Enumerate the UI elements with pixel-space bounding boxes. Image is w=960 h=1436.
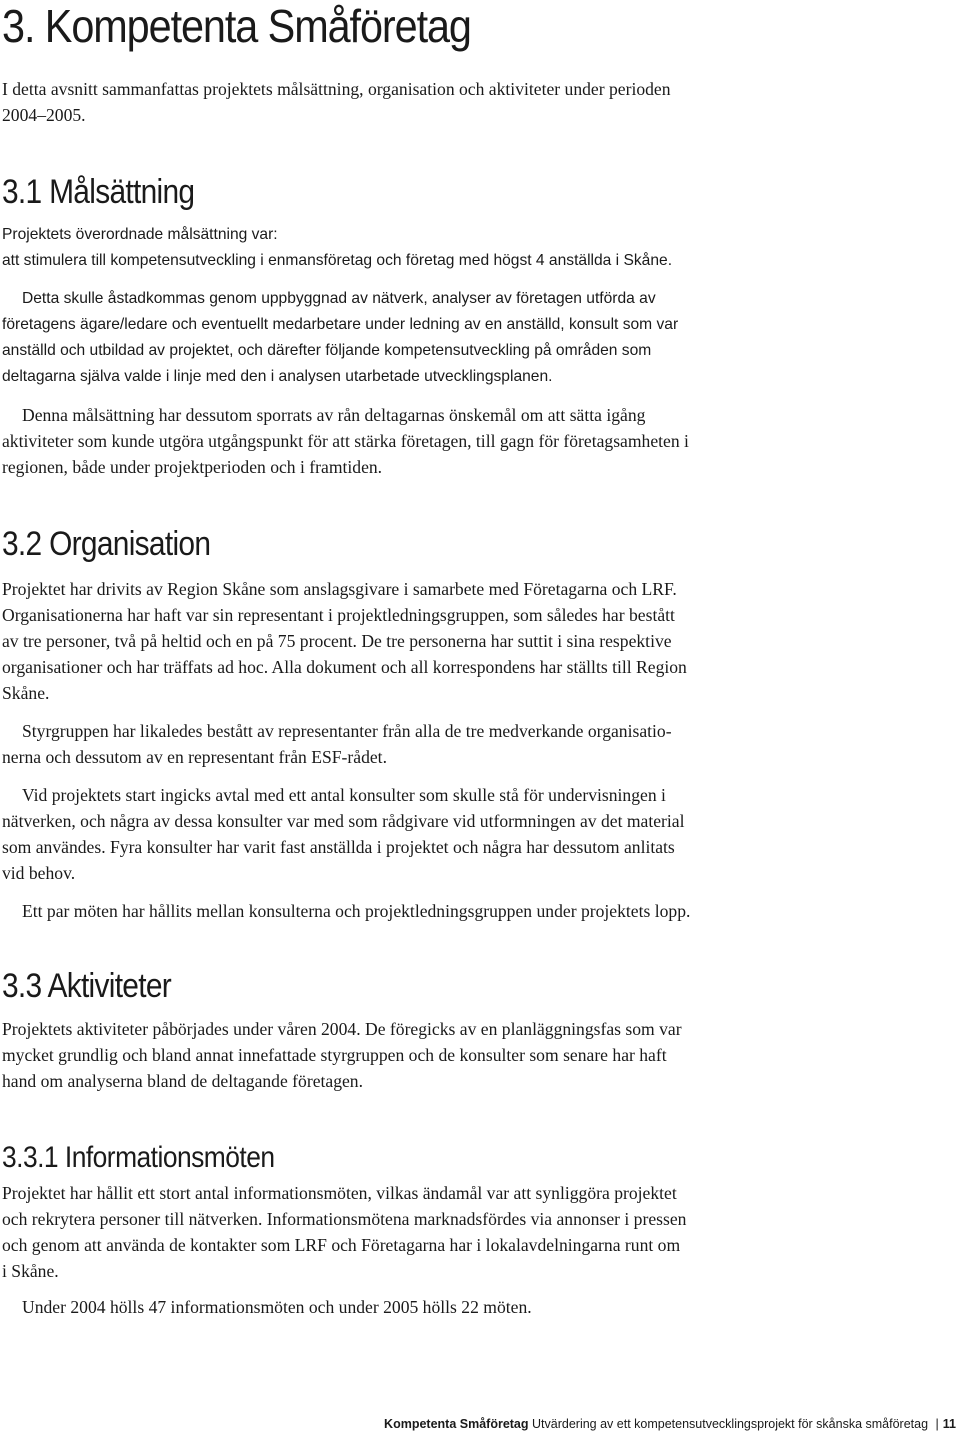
section-3-2-paragraph-1: Projektet har drivits av Region Skåne som anslagsgivare i samarbete med Företagarna och LRF. Organisationerna har haft var sin representant i projektledningsgruppen, som således har bestått av tre personer, två på heltid och en på 75 procent. De tre personerna har suttit i sina respektive organisationer och har träffats ad hoc. Alla dokument och all korrespondens har ställts till Region Skåne.	[2, 579, 687, 703]
footer-text: Utvärdering av ett kompetensutvecklingsprojekt för skånska småföretag	[532, 1417, 929, 1431]
section-heading-3-3: 3.3 Aktiviteter	[2, 967, 172, 1005]
section-3-1-paragraph-1: Detta skulle åstadkommas genom uppbyggnad av nätverk, analyser av företagen utförda av företagens ägare/ledare och eventuellt medarbetare under ledning av en anställd, konsult som var anställd och utbildad av projektet, och därefter följande kompetensutveckling på områden som deltagarna själva valde i linje med den i analysen utarbetade utvecklingsplanen.	[2, 290, 679, 385]
page-footer	[384, 1416, 956, 1432]
section-3-3-paragraph-1: Projektets aktiviteter påbörjades under våren 2004. De föregicks av en planläggningsfas som var mycket grundlig och bland annat innefattade styrgruppen och de konsulter som senare har haft hand om analyserna bland de deltagande företagen.	[2, 1019, 682, 1091]
section-3-2-paragraph-4: Ett par möten har hållits mellan konsulterna och projektledningsgruppen under projektets lopp.	[22, 901, 691, 921]
section-3-1-lead: Projektets överordnade målsättning var: att stimulera till kompetensutveckling i enmansföretag och företag med högst 4 anställda i Skåne.	[2, 226, 673, 269]
intro-paragraph: I detta avsnitt sammanfattas projektets målsättning, organisation och aktiviteter under perioden 2004–2005.	[2, 79, 671, 125]
footer-brand: Kompetenta Småföretag	[384, 1417, 529, 1431]
section-3-2-paragraph-2: Styrgruppen har likaledes bestått av representanter från alla de tre medverkande organisatio- nerna och dessutom av en representant från ESF-rådet.	[2, 721, 672, 767]
section-3-1-paragraph-2: Denna målsättning har dessutom sporrats av rån deltagarnas önskemål om att sätta igång aktiviteter som kunde utgöra utgångspunkt för att stärka företagen, till gagn för företagsamheten i regionen, både under projektperioden och i framtiden.	[2, 405, 689, 477]
section-3-3-1-paragraph-1: Projektet har hållit ett stort antal informationsmöten, vilkas ändamål var att synliggöra projektet och rekrytera personer till nätverken. Informationsmötena marknadsfördes via annonser i pressen och genom att använda de kontakter som LRF och Företagarna har i lokalavdelningarna runt om i Skåne.	[2, 1183, 687, 1281]
page-title: 3. Kompetenta Småföretag	[2, 0, 471, 52]
section-3-3-1-paragraph-2: Under 2004 hölls 47 informationsmöten och under 2005 hölls 22 möten.	[22, 1297, 532, 1317]
footer-separator: |	[935, 1417, 939, 1431]
section-3-2-paragraph-3: Vid projektets start ingicks avtal med ett antal konsulter som skulle stå för undervisningen i nätverken, och några av dessa konsulter var med som rådgivare vid utformningen av det material som användes. Fyra konsulter har varit fast anställda i projektet och några har dessutom anlitats vid behov.	[2, 785, 685, 883]
page-number: 11	[942, 1417, 956, 1431]
section-heading-3-2: 3.2 Organisation	[2, 525, 211, 563]
section-heading-3-3-1: 3.3.1 Informationsmöten	[2, 1141, 275, 1174]
section-heading-3-1: 3.1 Målsättning	[2, 173, 195, 211]
